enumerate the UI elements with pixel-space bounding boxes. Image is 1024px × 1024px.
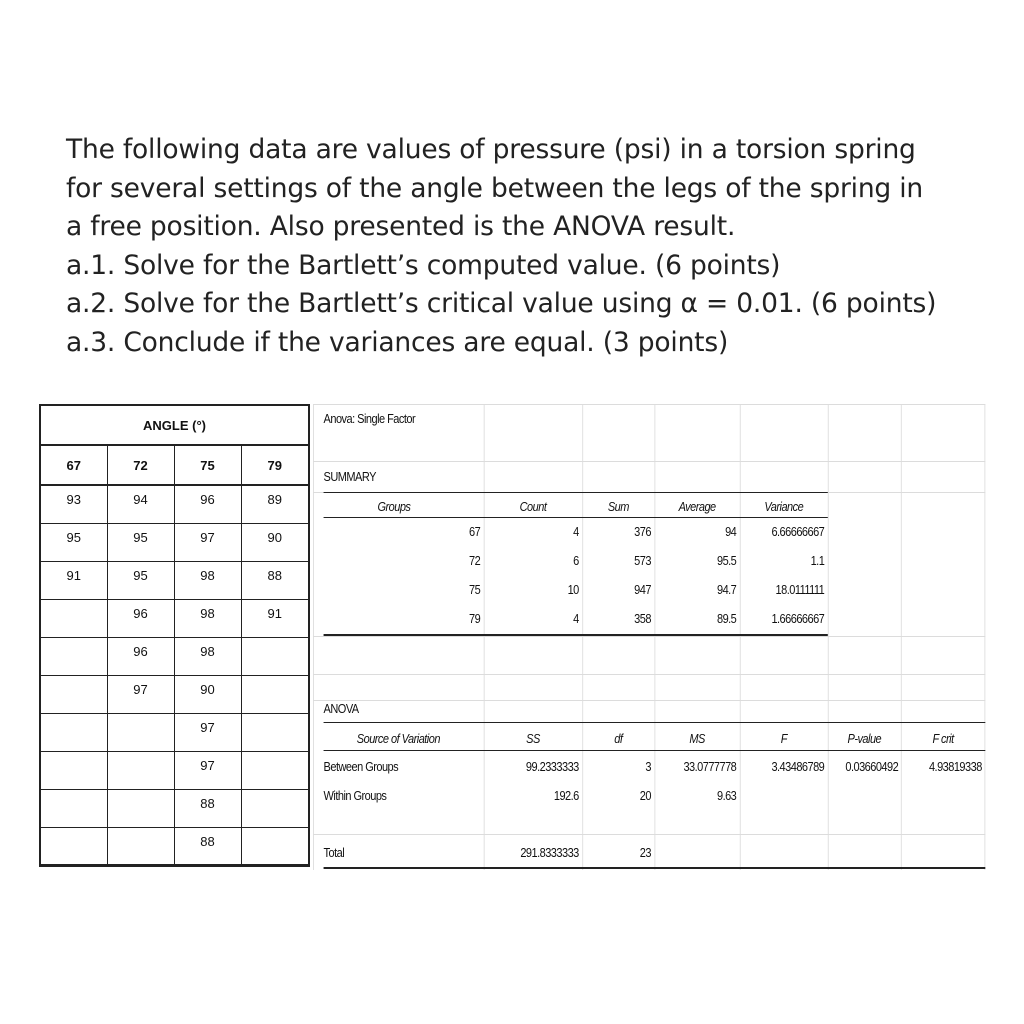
question-line-2: for several settings of the angle between the legs of the spring in [66,172,924,204]
question-line-1: The following data are values of pressure (psi) in a torsion spring [66,134,916,165]
table-cell [241,675,309,713]
table-cell: 91 [241,599,309,637]
table-cell: 79 [469,612,481,626]
table-cell: 97 [107,675,174,713]
table-cell: 88 [241,561,309,599]
anova-header-f: F [780,732,787,746]
anova-header-pvalue: P-value [847,732,882,746]
table-cell: 94 [725,525,737,539]
table-cell: Within Groups [323,789,387,803]
table-cell: 94.7 [716,583,737,597]
table-cell: 1.1 [810,554,825,568]
table-row [40,751,309,789]
table-cell: 95 [40,523,107,561]
table-cell: 98 [174,599,241,637]
table-cell [40,637,107,675]
table-cell: 98 [174,637,241,675]
table-cell [107,713,174,751]
table-cell: 4 [573,612,579,626]
table-row [40,485,309,523]
angle-table-title: ANGLE (°) [40,405,309,445]
table-cell: 72 [469,554,481,568]
table-cell: 91 [40,561,107,599]
table-cell: 90 [174,675,241,713]
table-cell: 0.03660492 [845,760,899,774]
table-cell: 20 [639,789,651,803]
anova-total-df: 23 [639,846,651,860]
table-row [40,713,309,751]
table-cell: 4.93819338 [928,760,982,774]
table-cell: 18.0111111 [775,583,825,597]
table-cell [241,789,309,827]
table-cell: 4 [573,525,579,539]
question-text [66,131,966,362]
summary-header-variance: Variance [764,500,804,514]
angle-data-table [39,404,310,867]
table-cell: 3 [645,760,651,774]
table-cell: 573 [634,554,651,568]
table-cell: 6 [573,554,579,568]
table-cell: Between Groups [323,760,399,774]
table-cell: 6.66666667 [771,525,825,539]
table-cell [40,713,107,751]
anova-total-label: Total [323,846,345,860]
table-cell: 95.5 [716,554,737,568]
angle-header-79: 79 [241,445,309,485]
table-row [40,523,309,561]
table-cell: 93 [40,485,107,523]
table-cell: 9.63 [716,789,737,803]
table-row [40,789,309,827]
table-cell: 89.5 [716,612,737,626]
table-cell: 88 [174,789,241,827]
anova-header-ss: SS [526,732,540,746]
table-row [40,637,309,675]
table-cell: 96 [174,485,241,523]
table-cell: 1.66666667 [771,612,825,626]
table-cell: 358 [634,612,651,626]
table-cell [40,789,107,827]
question-line-3: a free position. Also presented is the ANOVA result. [66,211,736,242]
anova-header-fcrit: F crit [932,732,954,746]
table-cell [40,675,107,713]
table-cell: 99.2333333 [525,760,579,774]
angle-header-67: 67 [40,445,107,485]
table-cell: 75 [469,583,481,597]
anova-total-ss: 291.8333333 [520,846,579,860]
table-cell [241,637,309,675]
table-cell: 67 [469,525,481,539]
table-row [40,599,309,637]
table-cell [241,713,309,751]
table-cell: 192.6 [553,789,579,803]
table-cell: 376 [634,525,651,539]
summary-header-sum: Sum [607,500,629,514]
table-cell [107,827,174,865]
table-cell [241,827,309,865]
anova-header-df: df [614,732,623,746]
anova-title: Anova: Single Factor [323,412,416,426]
table-cell: 89 [241,485,309,523]
table-cell: 97 [174,523,241,561]
anova-sheet [313,404,982,870]
table-cell: 96 [107,599,174,637]
table-cell: 33.0777778 [683,760,737,774]
table-cell [107,751,174,789]
table-cell: 947 [634,583,651,597]
question-a3: a.3. Conclude if the variances are equal. (3 points) [66,326,729,358]
table-cell: 90 [241,523,309,561]
table-cell [40,599,107,637]
table-cell [241,751,309,789]
anova-label: ANOVA [323,702,359,716]
table-cell: 88 [174,827,241,865]
anova-header-ms: MS [689,732,705,746]
table-cell: 94 [107,485,174,523]
summary-header-groups: Groups [377,500,411,514]
table-cell: 96 [107,637,174,675]
table-row [40,827,309,865]
angle-header-75: 75 [174,445,241,485]
table-cell: 3.43486789 [771,760,825,774]
angle-header-72: 72 [107,445,174,485]
table-cell: 97 [174,751,241,789]
table-cell: 10 [567,583,579,597]
table-cell: 95 [107,523,174,561]
table-row [40,675,309,713]
table-cell: 95 [107,561,174,599]
summary-header-count: Count [519,500,547,514]
table-row [40,561,309,599]
table-cell: 97 [174,713,241,751]
summary-header-average: Average [678,500,716,514]
table-cell [40,751,107,789]
anova-header-source: Source of Variation [356,732,440,746]
summary-label: SUMMARY [323,470,376,484]
table-cell [40,827,107,865]
question-a2: a.2. Solve for the Bartlett’s critical value using α = 0.01. (6 points) [66,288,937,319]
table-cell: 98 [174,561,241,599]
table-cell [107,789,174,827]
question-a1: a.1. Solve for the Bartlett’s computed value. (6 points) [66,249,781,281]
